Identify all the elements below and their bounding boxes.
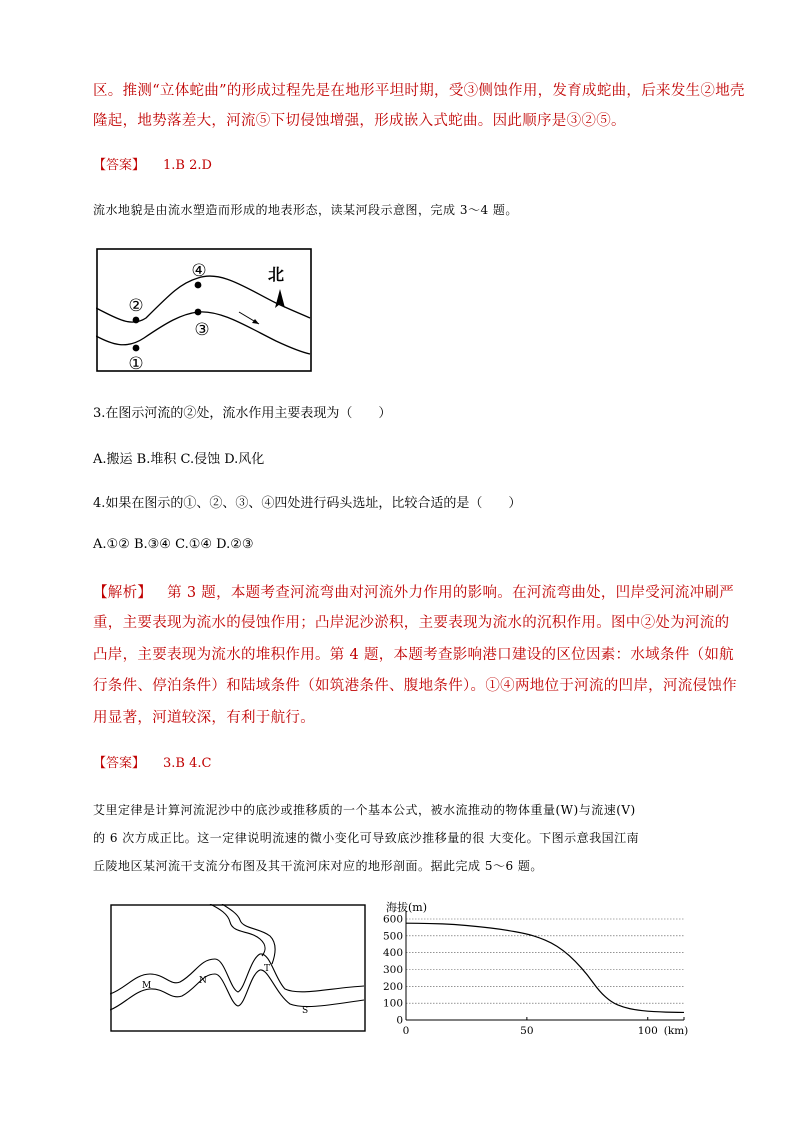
answer-1 — [93, 154, 212, 173]
label-n: N — [199, 976, 207, 986]
y-tick-label: 200 — [382, 980, 403, 993]
y-tick-label: 0 — [396, 1014, 403, 1027]
x-tick-label: 0 — [402, 1025, 410, 1037]
point-3-dot — [195, 309, 202, 316]
answer-label: 【答案】 — [93, 756, 146, 771]
y-tick-label: 100 — [382, 997, 403, 1010]
x-tick-label: 50 — [520, 1025, 534, 1037]
map-frame — [111, 905, 365, 1031]
question-4-options: A.①② B.③④ C.①④ D.②③ — [93, 537, 254, 552]
question-3-stem: 3.在图示河流的②处，流水作用主要表现为（ ） — [93, 406, 392, 421]
answer-text: 3.B 4.C — [163, 756, 212, 771]
answer-label: 【答案】 — [93, 158, 146, 173]
analysis-line-1: 区。推测“立体蛇曲”的形成过程先是在地形平坦时期，受③侧蚀作用，发育成蛇曲，后来发生②地壳 — [93, 83, 745, 99]
y-tick-label: 500 — [382, 930, 403, 943]
label-s: S — [302, 1006, 309, 1016]
river-network-map — [110, 904, 366, 1032]
profile-series-line — [406, 923, 684, 1012]
analysis2-line-4: 行条件、停泊条件）和陆域条件（如筑港条件、腹地条件）。①④两地位于河流的凹岸，河流侵蚀作 — [93, 678, 737, 694]
question-3-options: A.搬运 B.堆积 C.侵蚀 D.风化 — [93, 452, 265, 467]
intro-q5-6-line-1: 艾里定律是计算河流泥沙中的底沙或推移质的一个基本公式，被水流推动的物体重量(W)与流速(V) — [93, 803, 636, 817]
analysis2-line-1-text: 第 3 题，本题考查河流弯曲对河流外力作用的影响。在河流弯曲处，凹岸受河流冲刷严 — [167, 585, 735, 601]
y-tick-label: 600 — [382, 913, 403, 926]
question-4-stem: 4.如果在图示的①、②、③、④四处进行码头选址，比较合适的是（ ） — [93, 496, 522, 511]
analysis2-line-5: 用显著，河道较深，有利于航行。 — [93, 710, 315, 726]
x-axis-title: (km) — [663, 1025, 689, 1037]
analysis2-line-2: 重，主要表现为流水的侵蚀作用；凸岸泥沙淤积，主要表现为流水的沉积作用。图中②处为河流的 — [93, 615, 730, 631]
point-2-label: ② — [128, 296, 144, 316]
intro-q5-6-line-3: 丘陵地区某河流干支流分布图及其干流河床对应的地形剖面。据此完成 5～6 题。 — [93, 859, 543, 873]
analysis2-line-1 — [93, 581, 734, 602]
point-4-dot — [195, 282, 202, 289]
y-tick-label: 400 — [382, 947, 403, 960]
point-1-dot — [133, 345, 140, 352]
terrain-profile-chart — [370, 897, 698, 1037]
label-m: M — [142, 981, 152, 991]
analysis2-line-3: 凸岸，主要表现为流水的堆积作用。第 4 题，本题考查影响港口建设的区位因素：水域条件（如航 — [93, 647, 734, 663]
y-axis-title: 海拔(m) — [386, 901, 428, 914]
north-label: 北 — [267, 265, 285, 284]
label-t: T — [264, 964, 271, 974]
answer-2 — [93, 752, 211, 771]
point-1-label: ① — [128, 354, 144, 372]
point-3-label: ③ — [194, 320, 210, 340]
river-segment-diagram — [96, 248, 312, 372]
point-4-label: ④ — [191, 261, 207, 281]
y-tick-label: 300 — [382, 964, 403, 976]
answer-text: 1.B 2.D — [163, 158, 212, 173]
analysis-line-2: 隆起，地势落差大，河流⑤下切侵蚀增强，形成嵌入式蛇曲。因此顺序是③②⑤。 — [93, 113, 626, 129]
analysis-label: 【解析】 — [93, 585, 153, 601]
intro-q3-4: 流水地貌是由流水塑造而形成的地表形态，读某河段示意图，完成 3～4 题。 — [93, 203, 518, 217]
x-tick-label: 100 — [637, 1025, 658, 1037]
point-2-dot — [133, 317, 140, 324]
intro-q5-6-line-2: 的 6 次方成正比。这一定律说明流速的微小变化可导致底沙推移量的很 大变化。下图示意我国江南 — [93, 831, 640, 845]
